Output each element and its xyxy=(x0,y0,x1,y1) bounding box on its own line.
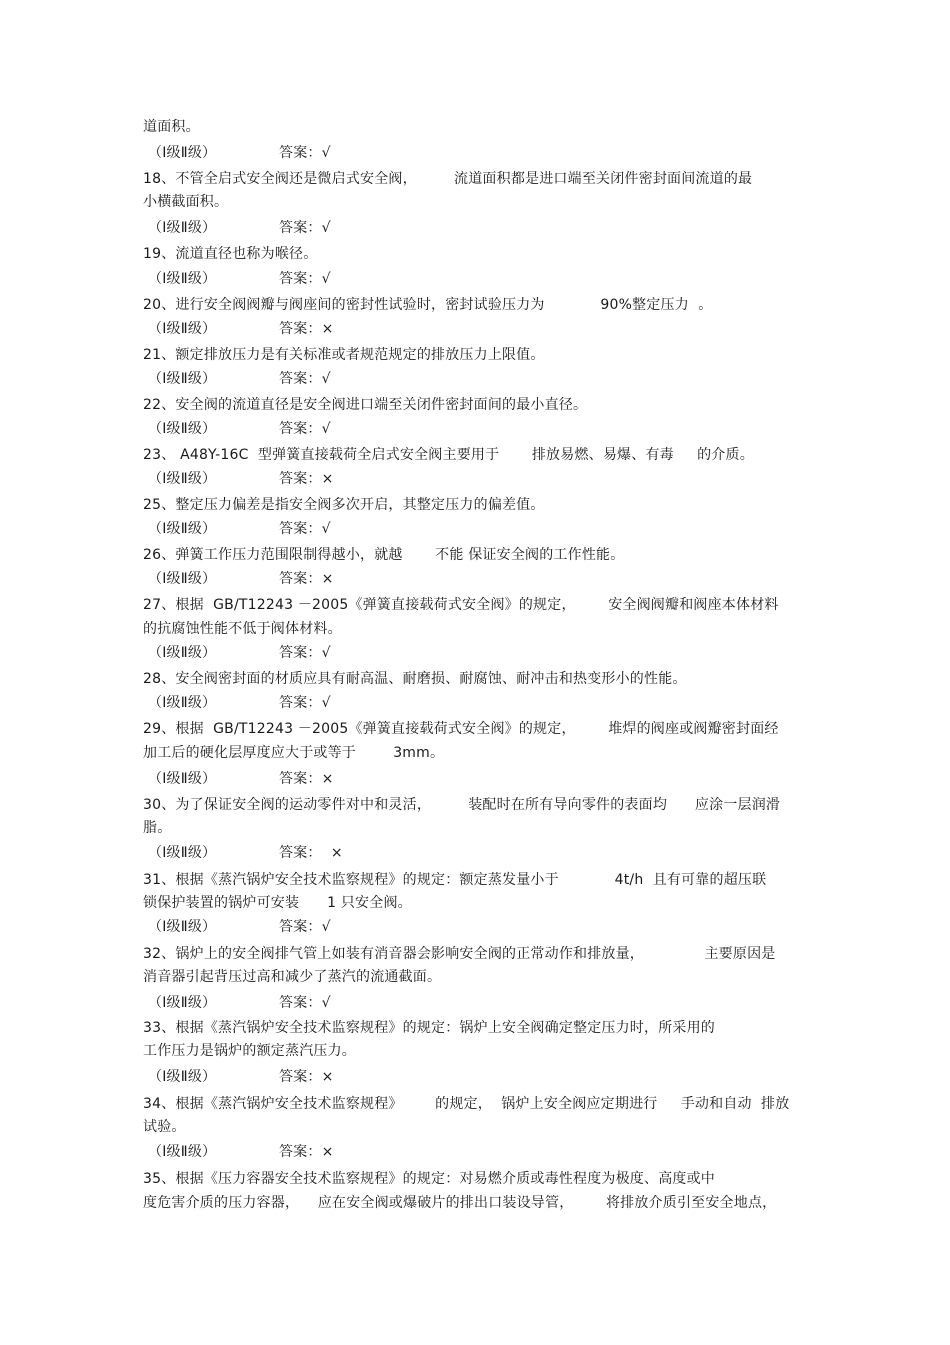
answer-label: 答案：× xyxy=(279,1069,334,1085)
question-text-line: 35、根据《压力容器安全技术监察规程》的规定：对易燃介质或毒性程度为极度、高度或中 xyxy=(143,1171,716,1187)
level-label: （Ⅰ级Ⅱ级） xyxy=(148,1069,217,1085)
answer-label: 答案：√ xyxy=(279,271,331,287)
level-label: （Ⅰ级Ⅱ级） xyxy=(148,371,217,387)
question-text-line: 21、额定排放压力是有关标准或者规范规定的排放压力上限值。 xyxy=(143,347,545,363)
answer-row xyxy=(148,520,331,538)
level-label: （Ⅰ级Ⅱ级） xyxy=(148,220,217,236)
answer-label: 答案：× xyxy=(279,771,334,787)
answer-row xyxy=(148,570,334,588)
question-text-line: 34、根据《蒸汽锅炉安全技术监察规程》 的规定， 锅炉上安全阀应定期进行 手动和自动 排放 xyxy=(143,1096,790,1112)
answer-label: 答案： × xyxy=(279,845,343,861)
answer-row xyxy=(148,770,334,788)
level-label: （Ⅰ级Ⅱ级） xyxy=(148,321,217,337)
level-label: （Ⅰ级Ⅱ级） xyxy=(148,995,217,1011)
answer-label: 答案：× xyxy=(279,321,334,337)
question-text-line: 小横截面积。 xyxy=(143,194,229,210)
question-text-line: 25、整定压力偏差是指安全阀多次开启，其整定压力的偏差值。 xyxy=(143,497,545,513)
question-text-line: 22、安全阀的流道直径是安全阀进口端至关闭件密封面间的最小直径。 xyxy=(143,397,588,413)
question-text-line: 试验。 xyxy=(143,1119,186,1135)
level-label: （Ⅰ级Ⅱ级） xyxy=(148,271,217,287)
level-label: （Ⅰ级Ⅱ级） xyxy=(148,471,217,487)
answer-label: 答案：√ xyxy=(279,145,331,161)
level-label: （Ⅰ级Ⅱ级） xyxy=(148,571,217,587)
level-label: （Ⅰ级Ⅱ级） xyxy=(148,919,217,935)
question-text-line: 33、根据《蒸汽锅炉安全技术监察规程》的规定：锅炉上安全阀确定整定压力时，所采用的 xyxy=(143,1020,716,1036)
answer-label: 答案：√ xyxy=(279,919,331,935)
answer-row xyxy=(148,918,331,936)
answer-label: 答案：× xyxy=(279,471,334,487)
question-text-line: 20、进行安全阀阀瓣与阀座间的密封性试验时，密封试验压力为 90%整定压力 。 xyxy=(143,297,713,313)
question-text-line: 31、根据《蒸汽锅炉安全技术监察规程》的规定：额定蒸发量小于 4t/h 且有可靠的超压联 xyxy=(143,872,767,888)
question-text-line: 27、根据 GB/T12243 －2005《弹簧直接载荷式安全阀》的规定， 安全阀阀瓣和阀座本体材料 xyxy=(143,597,779,613)
answer-label: 答案：× xyxy=(279,571,334,587)
question-text-line: 的抗腐蚀性能不低于阀体材料。 xyxy=(143,621,342,637)
level-label: （Ⅰ级Ⅱ级） xyxy=(148,845,217,861)
question-text-line: 23、 A48Y-16C 型弹簧直接载荷全启式安全阀主要用于 排放易燃、易爆、有毒 的介质。 xyxy=(143,447,754,463)
answer-label: 答案：√ xyxy=(279,695,331,711)
answer-label: 答案：√ xyxy=(279,220,331,236)
answer-row xyxy=(148,144,331,162)
question-text-line: 消音器引起背压过高和减少了蒸汽的流通截面。 xyxy=(143,969,442,985)
level-label: （Ⅰ级Ⅱ级） xyxy=(148,421,217,437)
answer-row xyxy=(148,694,331,712)
answer-row xyxy=(148,994,331,1012)
question-text-line: 锁保护装置的锅炉可安装 1 只安全阀。 xyxy=(143,895,412,911)
question-text-line: 32、锅炉上的安全阀排气管上如装有消音器会影响安全阀的正常动作和排放量， 主要原因是 xyxy=(143,946,776,962)
question-text-line: 19、流道直径也称为喉径。 xyxy=(143,246,318,262)
question-text-line: 30、为了保证安全阀的运动零件对中和灵活， 装配时在所有导向零件的表面均 应涂一层润滑 xyxy=(143,797,781,813)
question-text-line: 工作压力是锅炉的额定蒸汽压力。 xyxy=(143,1043,356,1059)
question-text-line: 道面积。 xyxy=(143,119,200,135)
answer-row xyxy=(148,320,334,338)
level-label: （Ⅰ级Ⅱ级） xyxy=(148,521,217,537)
answer-row xyxy=(148,1143,334,1161)
answer-label: 答案：√ xyxy=(279,645,331,661)
question-text-line: 28、安全阀密封面的材质应具有耐高温、耐磨损、耐腐蚀、耐冲击和热变形小的性能。 xyxy=(143,671,687,687)
answer-row xyxy=(148,420,331,438)
answer-row xyxy=(148,644,331,662)
answer-label: 答案：√ xyxy=(279,995,331,1011)
level-label: （Ⅰ级Ⅱ级） xyxy=(148,1144,217,1160)
level-label: （Ⅰ级Ⅱ级） xyxy=(148,145,217,161)
level-label: （Ⅰ级Ⅱ级） xyxy=(148,771,217,787)
answer-row xyxy=(148,844,343,862)
question-text-line: 29、根据 GB/T12243 －2005《弹簧直接载荷式安全阀》的规定， 堆焊的阀座或阀瓣密封面经 xyxy=(143,721,779,737)
answer-label: 答案：× xyxy=(279,1144,334,1160)
answer-label: 答案：√ xyxy=(279,421,331,437)
answer-row xyxy=(148,1068,334,1086)
question-text-line: 脂。 xyxy=(143,820,172,836)
answer-label: 答案：√ xyxy=(279,521,331,537)
answer-row xyxy=(148,470,334,488)
answer-row xyxy=(148,219,331,237)
answer-row xyxy=(148,270,331,288)
level-label: （Ⅰ级Ⅱ级） xyxy=(148,695,217,711)
question-text-line: 加工后的硬化层厚度应大于或等于 3mm。 xyxy=(143,745,445,761)
question-text-line: 度危害介质的压力容器， 应在安全阀或爆破片的排出口装设导管， 将排放介质引至安全地点， xyxy=(143,1195,777,1211)
answer-label: 答案：√ xyxy=(279,371,331,387)
answer-row xyxy=(148,370,331,388)
question-text-line: 18、不管全启式安全阀还是微启式安全阀， 流道面积都是进口端至关闭件密封面间流道的最 xyxy=(143,171,753,187)
question-text-line: 26、弹簧工作压力范围限制得越小，就越 不能 保证安全阀的工作性能。 xyxy=(143,547,625,563)
level-label: （Ⅰ级Ⅱ级） xyxy=(148,645,217,661)
